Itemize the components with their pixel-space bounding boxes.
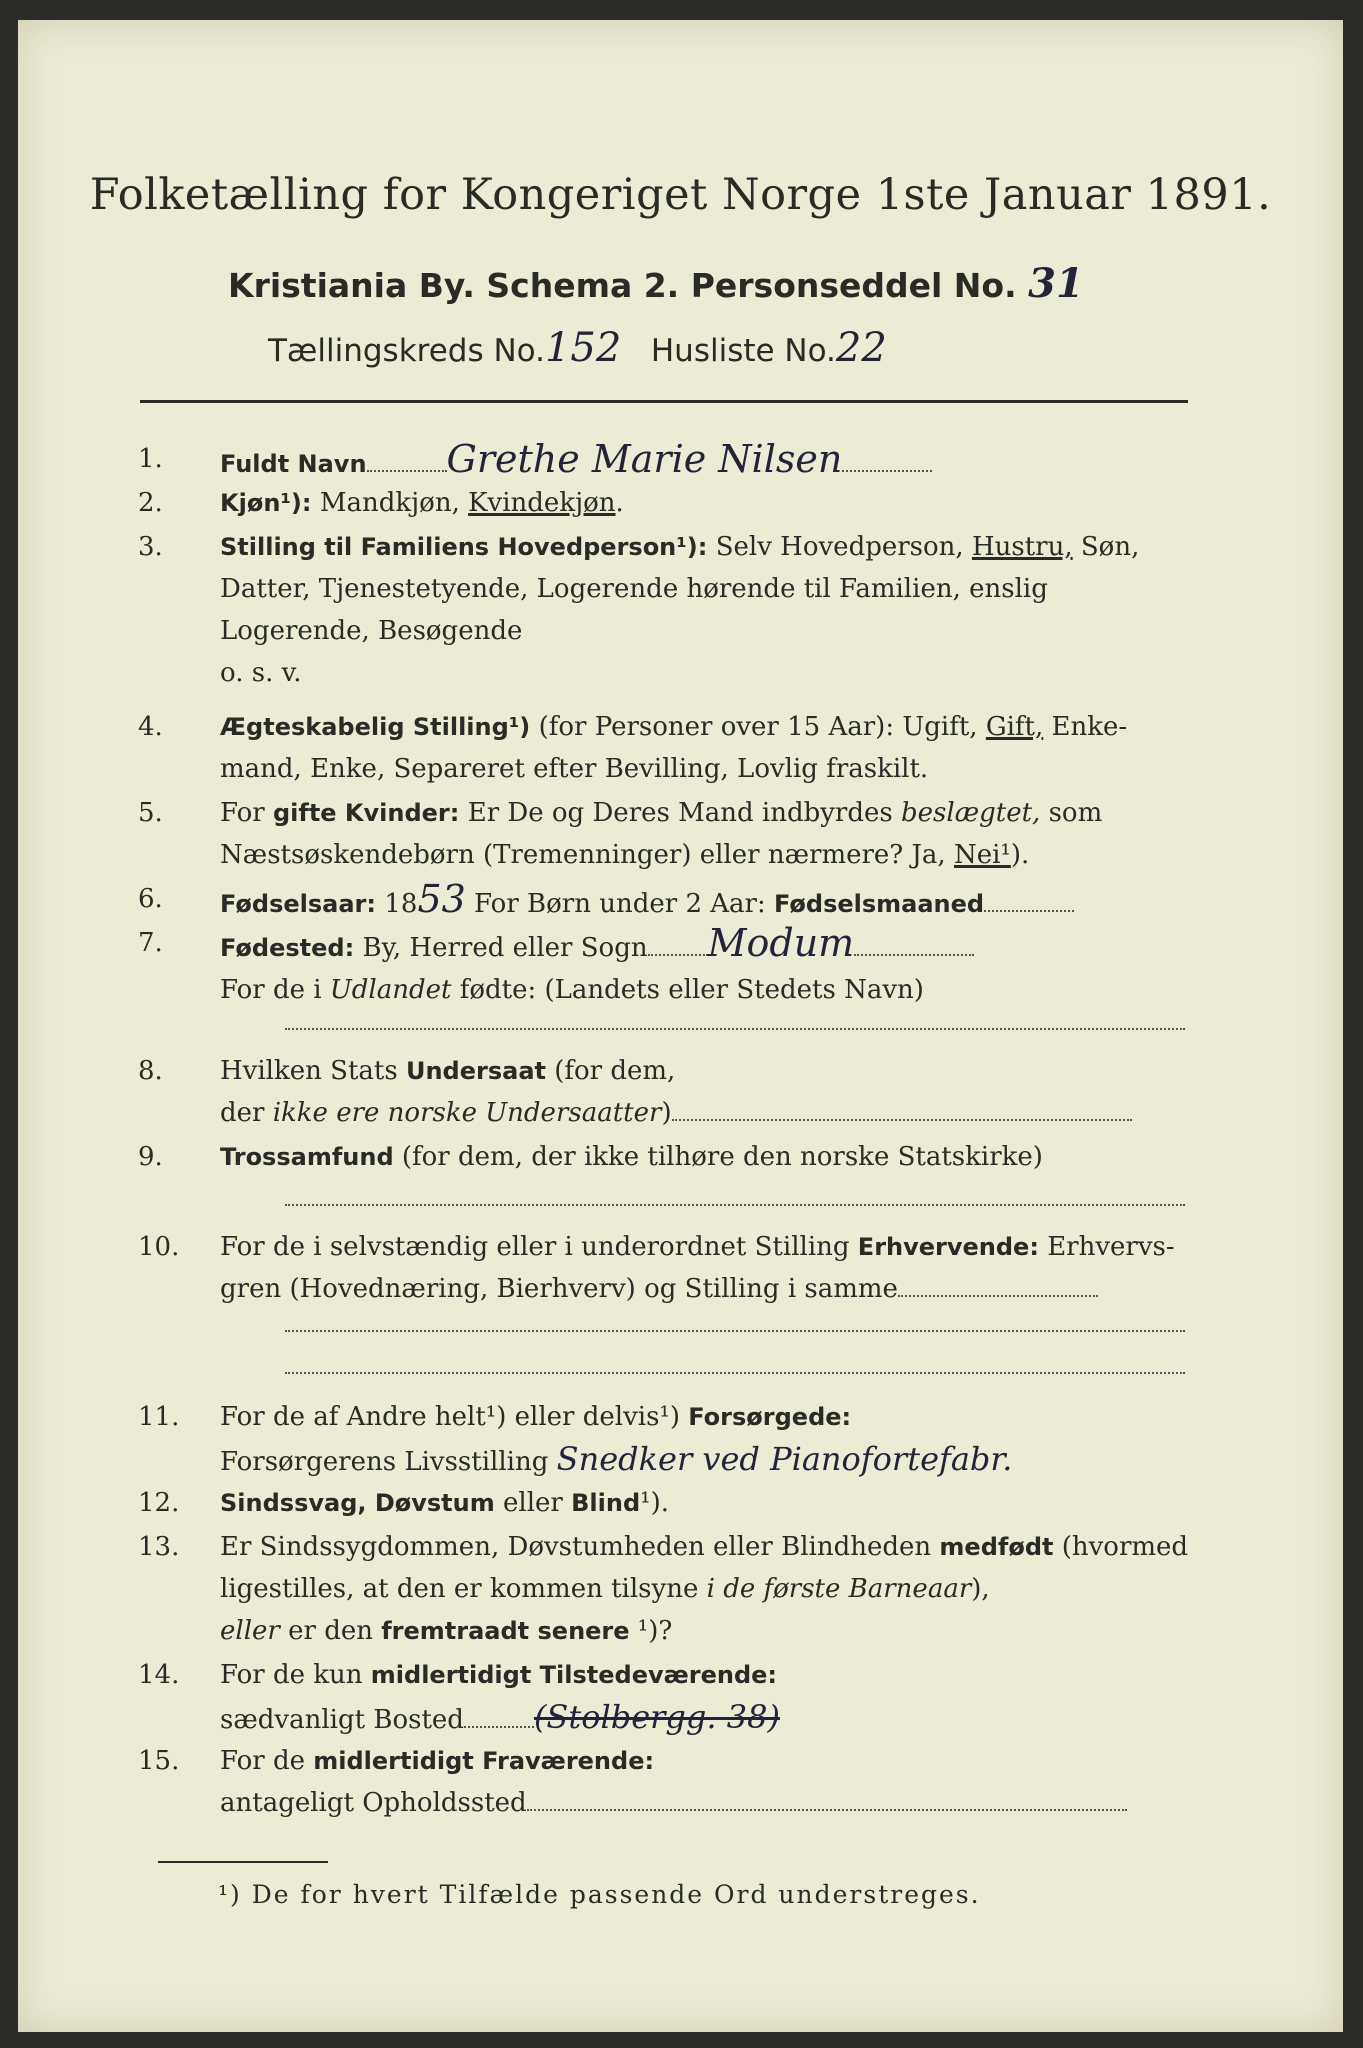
field-text: Logerende, Besøgende (220, 616, 523, 646)
field-number: 10. (138, 1232, 180, 1262)
field-6 (138, 878, 1193, 925)
field-label: Kjøn¹): (220, 489, 320, 517)
field-14 (138, 1654, 1193, 1741)
field-label: Fødselsaar: (220, 890, 385, 918)
field-text: For (220, 798, 273, 828)
field-text: (for dem, der ikke tilhøre den norske Statskirke) (393, 1142, 1043, 1172)
field-label: Erhvervende: (857, 1233, 1039, 1261)
field-text: som (1040, 798, 1103, 828)
field-11 (138, 1396, 1193, 1483)
field-10 (138, 1226, 1193, 1310)
field-number: 13. (138, 1532, 180, 1562)
field-label: Fuldt Navn (220, 450, 367, 478)
field-number: 1. (138, 444, 163, 474)
field-text: beslægtet, (901, 798, 1041, 828)
field-label: midlertidigt Tilstedeværende: (370, 1661, 778, 1689)
district-number: 152 (544, 325, 622, 371)
field-text: eller (220, 1616, 280, 1646)
field-number: 2. (138, 488, 163, 518)
field-text: der (220, 1098, 273, 1128)
field-label: midlertidigt Fraværende: (313, 1747, 655, 1775)
field-text: ¹)? (629, 1616, 673, 1646)
field-text: For de i selvstændig eller i underordnet Stilling (220, 1232, 858, 1262)
field-number: 15. (138, 1746, 180, 1776)
field-text: o. s. v. (220, 658, 302, 688)
field-text: antageligt Opholdssted (220, 1788, 527, 1818)
field-label: Blind (571, 1489, 641, 1517)
usual-residence-answer: (Stolbergg. 38) (533, 1698, 780, 1736)
field-text: Forsørgerens Livsstilling (220, 1447, 557, 1477)
field-number: 3. (138, 532, 163, 562)
field-text: For Børn under 2 Aar: (465, 889, 774, 919)
blank-dotted-line (285, 1028, 1185, 1030)
field-text: (for Personer over 15 Aar): Ugift, (538, 712, 986, 742)
field-text: i de første Barneaar (706, 1574, 972, 1604)
field-text: Datter, Tjenestetyende, Logerende hørende til Familien, enslig (220, 574, 1048, 604)
field-number: 6. (138, 884, 163, 914)
field-text: eller (494, 1488, 572, 1518)
field-text: For de i (220, 975, 330, 1005)
selected-option: Hustru, (971, 532, 1073, 562)
field-text: Enke- (1043, 712, 1128, 742)
field-text: er den (279, 1616, 382, 1646)
field-label: fremtraadt senere (381, 1617, 630, 1645)
field-text: (for dem, (545, 1056, 676, 1086)
field-text: Er Sindssygdommen, Døvstumheden eller Blindheden (220, 1532, 940, 1562)
field-label: medfødt (939, 1533, 1054, 1561)
field-label: Forsørgede: (688, 1403, 852, 1431)
birth-year-answer: 53 (417, 877, 466, 921)
field-text: For de (220, 1746, 314, 1776)
field-text: (hvormed (1053, 1532, 1189, 1562)
field-text: gren (Hovednæring, Bierhverv) og Stilling i samme (220, 1274, 898, 1304)
household-list-label: Husliste No. (650, 333, 836, 369)
field-text: ¹). (640, 1488, 669, 1518)
field-3 (138, 526, 1193, 694)
selected-option: Nei¹ (953, 840, 1011, 870)
field-number: 12. (138, 1488, 180, 1518)
field-text: Udlandet (329, 975, 452, 1005)
form-subtitle (228, 260, 1084, 307)
field-label: gifte Kvinder: (272, 799, 468, 827)
field-label: Stilling til Familiens Hovedperson¹): (220, 533, 716, 561)
field-2: 2. Kjøn¹): Mandkjøn, Kvindekjøn. (138, 482, 1193, 524)
field-number: 5. (138, 798, 163, 828)
district-line (268, 325, 887, 371)
birthplace-answer: Modum (707, 921, 855, 965)
header-rule (140, 400, 1188, 403)
full-name-answer: Grethe Marie Nilsen (446, 437, 843, 481)
field-text: 18 (384, 889, 418, 919)
field-12 (138, 1482, 1193, 1524)
field-label: Trossamfund (220, 1143, 394, 1171)
field-1 (138, 438, 1193, 485)
field-number: 4. (138, 712, 163, 742)
blank-dotted-line (285, 1204, 1185, 1206)
field-text: Søn, (1072, 532, 1140, 562)
footnote-rule (158, 1861, 328, 1863)
field-label: Ægteskabelig Stilling¹) (220, 713, 539, 741)
field-label: Undersaat (405, 1057, 546, 1085)
field-5: 5. For gifte Kvinder: Er De og Deres Mand indbyrdes beslægtet, som Næstsøskendebørn (Tremenninger) eller nærmere? Ja, Nei¹). (138, 792, 1193, 876)
form-title: Folketælling for Kongeriget Norge 1ste Januar 1891. (89, 170, 1272, 220)
field-text: Er De og Deres Mand indbyrdes (467, 798, 901, 828)
field-number: 8. (138, 1056, 163, 1086)
selected-option: Gift, (985, 712, 1044, 742)
household-number: 22 (835, 325, 887, 371)
field-text: ligestilles, at den er kommen tilsyne (220, 1574, 707, 1604)
field-label: Fødested: (220, 934, 363, 962)
field-number: 14. (138, 1660, 180, 1690)
district-label: Tællingskreds No. (268, 333, 545, 369)
field-label: Sindssvag, Døvstum (220, 1489, 495, 1517)
field-text: sædvanligt Bosted (220, 1705, 464, 1735)
field-13: 13. Er Sindssygdommen, Døvstumheden eller Blindheden medfødt (hvormed ligestilles, at den er kommen tilsyne i de første Barneaar), eller er den fremtraadt senere ¹)? (138, 1526, 1193, 1652)
field-text: Mandkjøn, (319, 488, 469, 518)
field-4 (138, 706, 1193, 790)
field-number: 9. (138, 1142, 163, 1172)
field-text: Næstsøskendebørn (Tremenninger) eller nærmere? Ja, (220, 840, 954, 870)
field-9 (138, 1136, 1193, 1178)
city-schema-label: Kristiania By. Schema 2. Personseddel No. (228, 266, 1017, 305)
provider-occupation-answer: Snedker ved Pianofortefabr. (556, 1440, 1013, 1478)
field-7 (138, 922, 1193, 1011)
field-text: Selv Hovedperson, (715, 532, 972, 562)
field-text: By, Herred eller Sogn (362, 933, 648, 963)
field-text: Erhvervs- (1038, 1232, 1175, 1262)
field-text: For de kun (220, 1660, 371, 1690)
blank-dotted-line (285, 1372, 1185, 1374)
selected-option: Kvindekjøn (468, 488, 616, 518)
field-text: Hvilken Stats (220, 1056, 406, 1086)
footnote: ¹) De for hvert Tilfælde passende Ord understreges. (218, 1880, 981, 1909)
field-text: fødte: (Landets eller Stedets Navn) (451, 975, 924, 1005)
field-15 (138, 1740, 1193, 1824)
census-form (18, 20, 1343, 2032)
field-text: ikke ere norske Undersaatter (272, 1098, 662, 1128)
field-8: 8. Hvilken Stats Undersaat (for dem, der ikke ere norske Undersaatter) (138, 1050, 1193, 1134)
field-text: For de af Andre helt¹) eller delvis¹) (220, 1402, 689, 1432)
person-sheet-number: 31 (1028, 260, 1084, 307)
field-number: 11. (138, 1402, 180, 1432)
field-number: 7. (138, 928, 163, 958)
field-text: mand, Enke, Separeret efter Bevilling, Lovlig fraskilt. (220, 754, 929, 784)
field-label: Fødselsmaaned (773, 890, 985, 918)
blank-dotted-line (285, 1330, 1185, 1332)
